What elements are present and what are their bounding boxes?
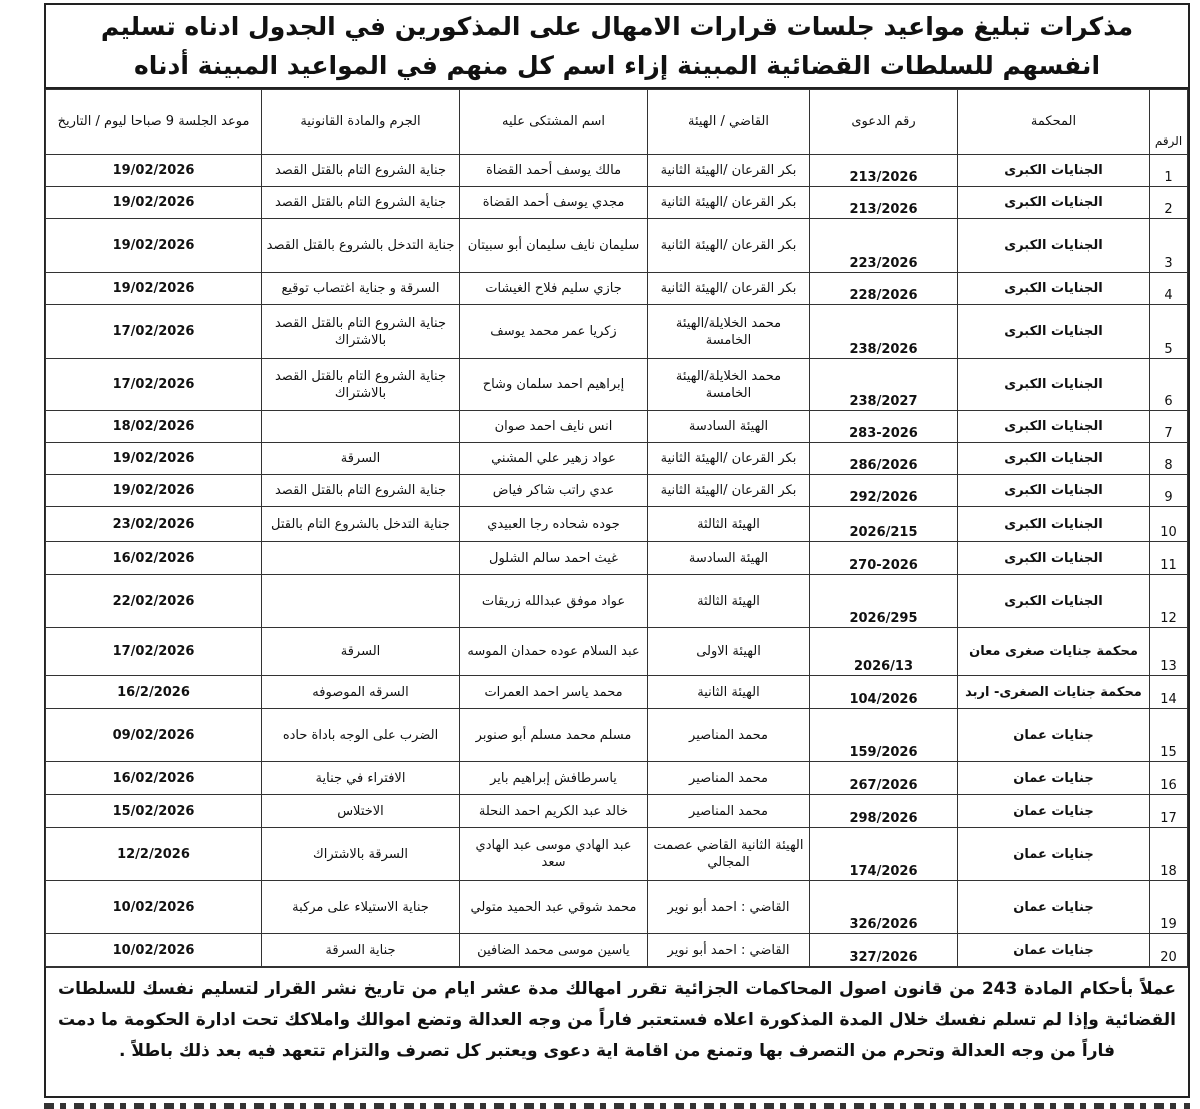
cell-crime: جناية السرقة — [262, 934, 460, 967]
cell-num: 12 — [1150, 575, 1188, 628]
cell-case: 213/2026 — [810, 187, 958, 219]
cell-judge: محمد الخلايلة/الهيئة الخامسة — [648, 359, 810, 411]
cell-case: 283-2026 — [810, 411, 958, 443]
cell-date: 19/02/2026 — [46, 475, 262, 507]
cell-case: 2026/295 — [810, 575, 958, 628]
cell-name: خالد عبد الكريم احمد النحلة — [460, 795, 648, 828]
table-row — [46, 881, 1188, 934]
cell-num: 11 — [1150, 542, 1188, 575]
cell-court: جنايات عمان — [958, 762, 1150, 795]
table-row — [46, 628, 1188, 676]
cell-num: 6 — [1150, 359, 1188, 411]
cell-judge: الهيئة السادسة — [648, 542, 810, 575]
cell-crime: جناية التدخل بالشروع التام بالقتل — [262, 507, 460, 542]
cell-case: 292/2026 — [810, 475, 958, 507]
cell-crime: جناية الشروع التام بالقتل القصد بالاشتراك — [262, 305, 460, 359]
table-row — [46, 934, 1188, 967]
cell-court: الجنايات الكبرى — [958, 155, 1150, 187]
cell-case: 238/2027 — [810, 359, 958, 411]
cell-date: 16/02/2026 — [46, 762, 262, 795]
cell-crime: جناية الشروع التام بالقتل القصد — [262, 155, 460, 187]
cell-num: 10 — [1150, 507, 1188, 542]
cell-num: 15 — [1150, 709, 1188, 762]
cell-date: 18/02/2026 — [46, 411, 262, 443]
cell-date: 10/02/2026 — [46, 934, 262, 967]
cell-crime: السرقة — [262, 443, 460, 475]
cell-date: 19/02/2026 — [46, 443, 262, 475]
cell-num: 7 — [1150, 411, 1188, 443]
cell-date: 19/02/2026 — [46, 155, 262, 187]
cell-case: 104/2026 — [810, 676, 958, 709]
cell-judge: الهيئة السادسة — [648, 411, 810, 443]
cell-num: 20 — [1150, 934, 1188, 967]
cell-court: محكمة جنايات الصغرى- اربد — [958, 676, 1150, 709]
cell-name: ياسين موسى محمد الضافين — [460, 934, 648, 967]
cell-date: 23/02/2026 — [46, 507, 262, 542]
table-row — [46, 762, 1188, 795]
cell-crime — [262, 411, 460, 443]
cell-name: مجدي يوسف أحمد القضاة — [460, 187, 648, 219]
cell-crime: جناية الشروع التام بالقتل القصد — [262, 475, 460, 507]
cell-date: 19/02/2026 — [46, 273, 262, 305]
cell-court: الجنايات الكبرى — [958, 411, 1150, 443]
cell-name: ياسرطافش إبراهيم باير — [460, 762, 648, 795]
table-row — [46, 676, 1188, 709]
table-row — [46, 795, 1188, 828]
cell-num: 4 — [1150, 273, 1188, 305]
cell-num: 17 — [1150, 795, 1188, 828]
cell-name: عواد زهير علي المشني — [460, 443, 648, 475]
cell-name: عدي راتب شاكر فياض — [460, 475, 648, 507]
cell-name: إبراهيم احمد سلمان وشاح — [460, 359, 648, 411]
cell-date: 22/02/2026 — [46, 575, 262, 628]
header-case: رقم الدعوى — [810, 90, 958, 155]
cell-judge: بكر القرعان /الهيئة الثانية — [648, 187, 810, 219]
cell-case: 270-2026 — [810, 542, 958, 575]
cell-crime: جناية الشروع التام بالقتل القصد — [262, 187, 460, 219]
table-row — [46, 411, 1188, 443]
cell-name: عبد السلام عوده حمدان الموسه — [460, 628, 648, 676]
cell-name: مالك يوسف أحمد القضاة — [460, 155, 648, 187]
cell-case: 2026/215 — [810, 507, 958, 542]
cell-court: الجنايات الكبرى — [958, 443, 1150, 475]
table-row — [46, 828, 1188, 881]
table-row — [46, 575, 1188, 628]
header-date: موعد الجلسة 9 صباحا ليوم / التاريخ — [46, 90, 262, 155]
cell-judge: الهيئة الاولى — [648, 628, 810, 676]
document-title: مذكرات تبليغ مواعيد جلسات قرارات الامهال على المذكورين في الجدول ادناه تسليم انفسهم للسلطات القضائية المبينة إزاء اسم كل منهم في المواعيد المبينة أدناه — [46, 5, 1188, 89]
cell-crime: الضرب على الوجه باداة حاده — [262, 709, 460, 762]
cell-num: 5 — [1150, 305, 1188, 359]
cell-case: 174/2026 — [810, 828, 958, 881]
table-row — [46, 219, 1188, 273]
cell-date: 17/02/2026 — [46, 359, 262, 411]
cell-judge: بكر القرعان /الهيئة الثانية — [648, 219, 810, 273]
cell-crime: جناية الاستيلاء على مركبة — [262, 881, 460, 934]
cell-date: 19/02/2026 — [46, 219, 262, 273]
cell-court: محكمة جنايات صغرى معان — [958, 628, 1150, 676]
legal-notice: عملاً بأحكام المادة 243 من قانون اصول المحاكمات الجزائية تقرر امهالك مدة عشر ايام من تاريخ نشر القرار لتسليم نفسك للسلطات القضائية وإذا لم تسلم نفسك خلال المدة المذكورة اعلاه فستعتبر فاراً من وجه العدالة وتضع اموالك واملاكك تحت ادارة الحكومة ما دمت فاراً من وجه العدالة وتحرم من التصرف بها وتمنع من اقامة اية دعوى ويعتبر كل تصرف والتزام تتعهد فيه بعد ذلك باطلاً . — [46, 967, 1188, 1067]
table-row — [46, 443, 1188, 475]
cell-case: 213/2026 — [810, 155, 958, 187]
cell-judge: بكر القرعان /الهيئة الثانية — [648, 475, 810, 507]
cell-case: 327/2026 — [810, 934, 958, 967]
cell-court: الجنايات الكبرى — [958, 507, 1150, 542]
header-num: الرقم — [1150, 90, 1188, 155]
cell-date: 17/02/2026 — [46, 628, 262, 676]
cell-case: 2026/13 — [810, 628, 958, 676]
cell-court: الجنايات الكبرى — [958, 475, 1150, 507]
cell-crime: السرقة و جناية اغتصاب توقيع — [262, 273, 460, 305]
cell-judge: القاضي : احمد أبو نوير — [648, 934, 810, 967]
cell-date: 15/02/2026 — [46, 795, 262, 828]
table-row — [46, 187, 1188, 219]
cell-judge: الهيئة الثالثة — [648, 575, 810, 628]
cell-case: 267/2026 — [810, 762, 958, 795]
document-frame — [44, 3, 1190, 1098]
cell-case: 228/2026 — [810, 273, 958, 305]
cell-num: 14 — [1150, 676, 1188, 709]
cell-judge: بكر القرعان /الهيئة الثانية — [648, 443, 810, 475]
cell-num: 9 — [1150, 475, 1188, 507]
cell-date: 12/2/2026 — [46, 828, 262, 881]
cell-crime: السرقة — [262, 628, 460, 676]
table-row — [46, 155, 1188, 187]
cell-judge: محمد المناصير — [648, 762, 810, 795]
table-row — [46, 507, 1188, 542]
cell-crime: السرقه الموصوفه — [262, 676, 460, 709]
header-judge: القاضي / الهيئة — [648, 90, 810, 155]
cell-name: مسلم محمد مسلم أبو صنوبر — [460, 709, 648, 762]
cell-name: انس نايف احمد صوان — [460, 411, 648, 443]
table-row — [46, 273, 1188, 305]
cell-name: عبد الهادي موسى عبد الهادي سعد — [460, 828, 648, 881]
cell-court: الجنايات الكبرى — [958, 219, 1150, 273]
table-row — [46, 542, 1188, 575]
cell-court: الجنايات الكبرى — [958, 305, 1150, 359]
cell-date: 19/02/2026 — [46, 187, 262, 219]
cell-crime: السرقة بالاشتراك — [262, 828, 460, 881]
cell-crime — [262, 542, 460, 575]
cell-court: جنايات عمان — [958, 934, 1150, 967]
cell-name: محمد ياسر احمد العمرات — [460, 676, 648, 709]
cell-case: 238/2026 — [810, 305, 958, 359]
cell-name: جازي سليم فلاح الغيشات — [460, 273, 648, 305]
cell-num: 19 — [1150, 881, 1188, 934]
cell-court: جنايات عمان — [958, 881, 1150, 934]
cell-judge: الهيئة الثانية — [648, 676, 810, 709]
cell-case: 298/2026 — [810, 795, 958, 828]
cell-case: 286/2026 — [810, 443, 958, 475]
cell-court: الجنايات الكبرى — [958, 359, 1150, 411]
cell-judge: محمد المناصير — [648, 709, 810, 762]
cell-num: 3 — [1150, 219, 1188, 273]
cell-court: الجنايات الكبرى — [958, 575, 1150, 628]
cell-court: جنايات عمان — [958, 709, 1150, 762]
cell-name: سليمان نايف سليمان أبو سبيتان — [460, 219, 648, 273]
header-name: اسم المشتكى عليه — [460, 90, 648, 155]
cell-judge: الهيئة الثالثة — [648, 507, 810, 542]
cell-name: غيث احمد سالم الشلول — [460, 542, 648, 575]
cell-date: 16/2/2026 — [46, 676, 262, 709]
cell-judge: بكر القرعان /الهيئة الثانية — [648, 273, 810, 305]
header-crime: الجرم والمادة القانونية — [262, 90, 460, 155]
cell-num: 2 — [1150, 187, 1188, 219]
cell-date: 16/02/2026 — [46, 542, 262, 575]
table-row — [46, 359, 1188, 411]
table-row — [46, 305, 1188, 359]
header-court: المحكمة — [958, 90, 1150, 155]
notices-table — [45, 89, 1188, 967]
cell-case: 159/2026 — [810, 709, 958, 762]
table-body — [46, 155, 1188, 967]
cell-name: محمد شوقي عبد الحميد متولي — [460, 881, 648, 934]
cell-name: عواد موفق عبدالله زريقات — [460, 575, 648, 628]
cell-num: 13 — [1150, 628, 1188, 676]
cell-crime: جناية الشروع التام بالقتل القصد بالاشتراك — [262, 359, 460, 411]
cell-case: 223/2026 — [810, 219, 958, 273]
cell-date: 10/02/2026 — [46, 881, 262, 934]
cell-judge: القاضي : احمد أبو نوير — [648, 881, 810, 934]
cell-judge: محمد الخلايلة/الهيئة الخامسة — [648, 305, 810, 359]
cell-crime — [262, 575, 460, 628]
cell-name: زكريا عمر محمد يوسف — [460, 305, 648, 359]
cell-num: 8 — [1150, 443, 1188, 475]
cell-case: 326/2026 — [810, 881, 958, 934]
table-row — [46, 709, 1188, 762]
cell-crime: الاختلاس — [262, 795, 460, 828]
cell-num: 1 — [1150, 155, 1188, 187]
cell-date: 09/02/2026 — [46, 709, 262, 762]
cell-court: الجنايات الكبرى — [958, 187, 1150, 219]
cell-judge: الهيئة الثانية القاضي عصمت المجالي — [648, 828, 810, 881]
cell-num: 16 — [1150, 762, 1188, 795]
cell-num: 18 — [1150, 828, 1188, 881]
table-row — [46, 475, 1188, 507]
cut-off-text-line — [44, 1100, 1190, 1109]
cell-judge: محمد المناصير — [648, 795, 810, 828]
cell-crime: جناية التدخل بالشروع بالقتل القصد — [262, 219, 460, 273]
table-header-row — [46, 90, 1188, 155]
cell-court: الجنايات الكبرى — [958, 273, 1150, 305]
cell-court: الجنايات الكبرى — [958, 542, 1150, 575]
cell-judge: بكر القرعان /الهيئة الثانية — [648, 155, 810, 187]
cell-crime: الافتراء في جناية — [262, 762, 460, 795]
cell-date: 17/02/2026 — [46, 305, 262, 359]
cell-court: جنايات عمان — [958, 828, 1150, 881]
cell-court: جنايات عمان — [958, 795, 1150, 828]
cell-name: جوده شحاده رجا العبيدي — [460, 507, 648, 542]
